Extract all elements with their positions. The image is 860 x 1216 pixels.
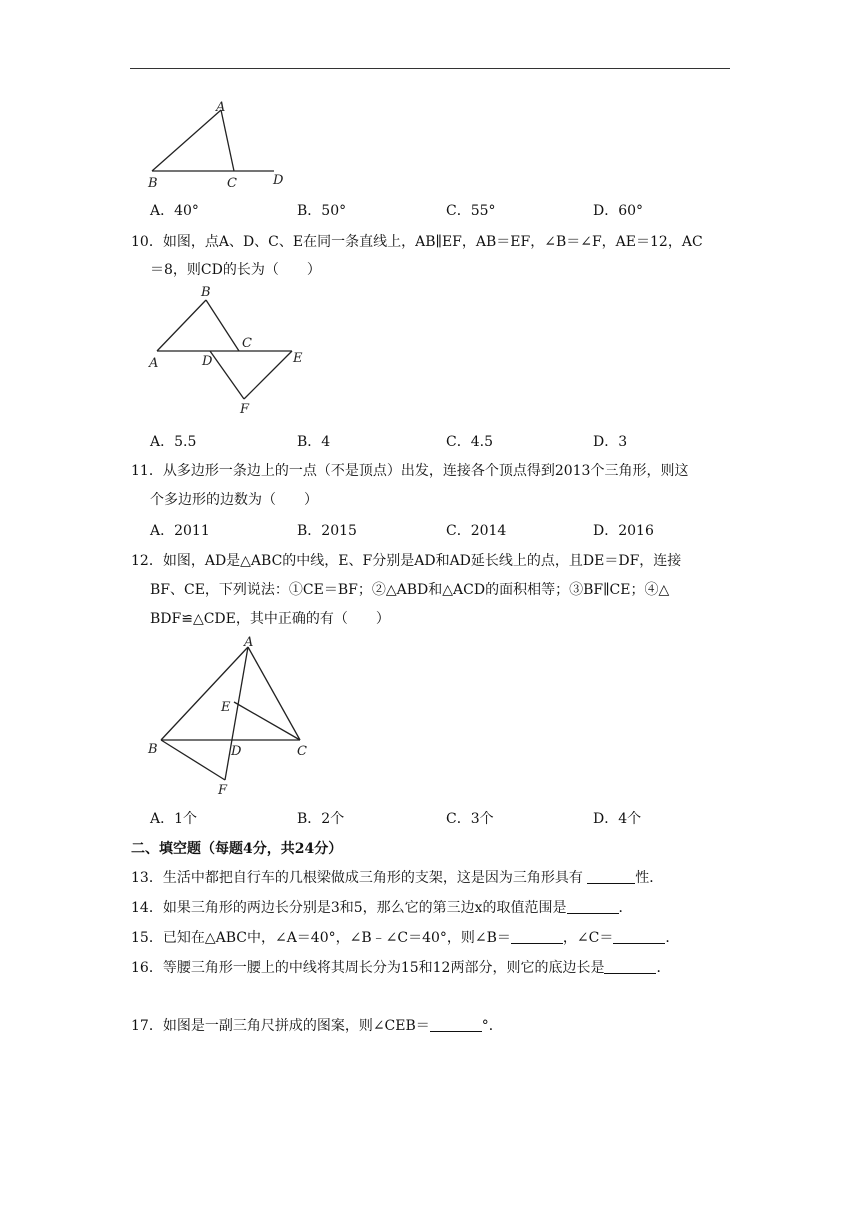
q10-option-c[interactable]: C．4.5 [446, 434, 493, 450]
q10-number: 10． [131, 234, 163, 250]
q11-text-line1 [131, 460, 688, 480]
q11-text: 从多边形一条边上的一点（不是顶点）出发，连接各个顶点得到2013个三角形，则这 [162, 463, 689, 479]
q12-label-d: D [231, 744, 242, 759]
q9-figure [140, 98, 300, 193]
q10-label-b: B [201, 285, 211, 300]
q12-option-a[interactable]: A．1个 [150, 811, 198, 827]
q16-number: 16． [131, 960, 163, 976]
q10-figure [140, 282, 320, 422]
q14-text-after: ． [618, 900, 633, 916]
q15-text-after: ． [665, 930, 680, 946]
q12-text: 如图，AD是△ABC的中线，E、F分别是AD和AD延长线上的点，且DE＝DF，连接 [162, 553, 682, 569]
q12-text-line2: BF、CE，下列说法：①CE＝BF；②△ABD和△ACD的面积相等；③BF∥CE；④△ [150, 582, 670, 598]
q12-label-f: F [218, 783, 228, 798]
q12-label-a: A [244, 635, 254, 650]
q16-text-after: ． [656, 960, 671, 976]
q16-text-before: 等腰三角形一腰上的中线将其周长分为15和12两部分，则它的底边长是 [162, 960, 605, 976]
header-rule [130, 68, 730, 69]
q15-text-middle: ，∠C＝ [562, 930, 614, 946]
q11-option-b[interactable]: B．2015 [297, 523, 357, 539]
q14 [131, 897, 633, 917]
q14-answer-blank[interactable] [567, 899, 619, 914]
q12-figure [140, 632, 330, 802]
q10-label-e: E [293, 351, 303, 366]
q16-answer-blank[interactable] [604, 959, 656, 974]
q9-option-c[interactable]: C．55° [446, 203, 496, 219]
q14-text-before: 如果三角形的两边长分别是3和5，那么它的第三边x的取值范围是 [162, 900, 567, 916]
q12-option-c[interactable]: C．3个 [446, 811, 494, 827]
q17-text-before: 如图是一副三角尺拼成的图案，则∠CEB＝ [162, 1018, 430, 1034]
q9-label-b: B [148, 176, 158, 191]
q9-option-d[interactable]: D．60° [593, 203, 644, 219]
q17 [131, 1015, 503, 1035]
q10-label-c: C [242, 336, 252, 351]
q10-label-f: F [240, 402, 250, 417]
q10-option-b[interactable]: B．4 [297, 434, 331, 450]
q12-number: 12． [131, 553, 163, 569]
q13 [131, 867, 663, 887]
q16 [131, 957, 670, 977]
q10-option-d[interactable]: D．3 [593, 434, 628, 450]
q15-answer-blank-b[interactable] [511, 929, 563, 944]
q15-text-before: 已知在△ABC中，∠A＝40°，∠B﹣∠C＝40°，则∠B＝ [162, 930, 511, 946]
section2-title: 二、填空题（每题4分，共24分） [131, 841, 343, 857]
q13-number: 13． [131, 870, 163, 886]
q11-option-d[interactable]: D．2016 [593, 523, 654, 539]
q12-option-d[interactable]: D．4个 [593, 811, 642, 827]
q10-option-a[interactable]: A．5.5 [150, 434, 197, 450]
q11-option-a[interactable]: A．2011 [150, 523, 210, 539]
q9-label-c: C [227, 176, 237, 191]
q17-text-after: °． [481, 1018, 503, 1034]
q10-text: 如图，点A、D、C、E在同一条直线上，AB∥EF，AB＝EF，∠B＝∠F，AE＝12，AC [162, 234, 703, 250]
q10-label-d: D [202, 354, 213, 369]
q9-option-a[interactable]: A．40° [150, 203, 199, 219]
q12-text-line3: BDF≌△CDE，其中正确的有（ ） [150, 611, 390, 627]
q15-number: 15． [131, 930, 163, 946]
q15-answer-blank-c[interactable] [613, 929, 665, 944]
q9-label-d: D [273, 173, 284, 188]
q13-answer-blank[interactable] [587, 869, 635, 884]
q14-number: 14． [131, 900, 163, 916]
q11-option-c[interactable]: C．2014 [446, 523, 507, 539]
q9-label-a: A [216, 100, 226, 115]
q13-text-after: 性． [635, 870, 664, 886]
q17-answer-blank[interactable] [430, 1017, 482, 1032]
q10-text-line1 [131, 231, 703, 251]
q9-option-b[interactable]: B．50° [297, 203, 347, 219]
q15 [131, 927, 679, 947]
q12-text-line1 [131, 550, 681, 570]
q11-text-line2: 个多边形的边数为（ ） [150, 492, 318, 508]
q13-text-before: 生活中都把自行车的几根梁做成三角形的支架，这是因为三角形具有 [162, 870, 588, 886]
q10-label-a: A [149, 356, 159, 371]
q12-label-c: C [297, 744, 307, 759]
q12-label-e: E [221, 700, 231, 715]
q12-label-b: B [148, 742, 158, 757]
q12-option-b[interactable]: B．2个 [297, 811, 345, 827]
q10-text-line2: ＝8，则CD的长为（ ） [150, 262, 321, 278]
q11-number: 11． [131, 463, 163, 479]
q17-number: 17． [131, 1018, 163, 1034]
